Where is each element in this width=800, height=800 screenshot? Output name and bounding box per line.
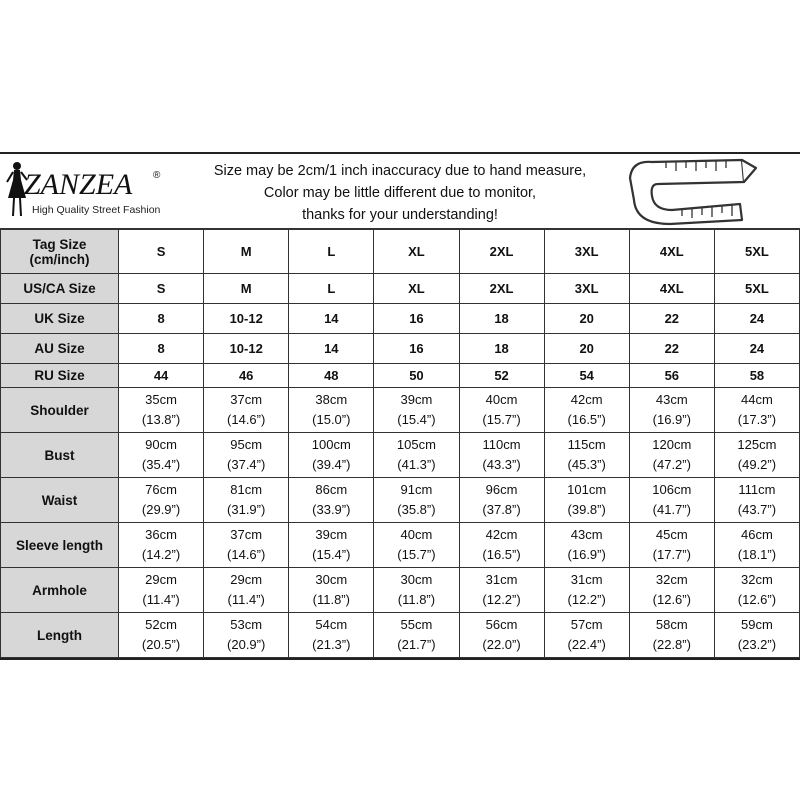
- size-cell: L: [289, 230, 374, 274]
- measurement-cell: [544, 613, 629, 658]
- cm-value: 32cm: [741, 572, 773, 587]
- measurement-row: [1, 568, 800, 613]
- measurement-cell: [714, 613, 799, 658]
- inch-value: (15.7”): [482, 412, 521, 427]
- inch-value: (14.6”): [227, 547, 266, 562]
- row-label: Armhole: [1, 568, 119, 613]
- measurement-cell: [629, 433, 714, 478]
- measurement-row: [1, 433, 800, 478]
- size-cell: 2XL: [459, 230, 544, 274]
- measurement-cell: [374, 388, 459, 433]
- measurement-cell: [544, 568, 629, 613]
- cm-value: 42cm: [485, 527, 518, 542]
- row-label: Sleeve length: [1, 523, 119, 568]
- cm-value: 101cm: [567, 482, 607, 497]
- measurement-cell: [289, 613, 374, 658]
- size-cell: 54: [544, 364, 629, 388]
- inch-value: (47.2”): [652, 457, 691, 472]
- inch-value: (11.4”): [142, 592, 180, 607]
- size-row: [1, 274, 800, 304]
- measurement-cell: [629, 478, 714, 523]
- inch-value: (15.4”): [397, 412, 436, 427]
- inch-value: (12.2”): [567, 592, 606, 607]
- measurement-cell: [714, 523, 799, 568]
- cm-value: 39cm: [400, 392, 433, 407]
- cm-value: 45cm: [655, 527, 688, 542]
- notice-line: thanks for your understanding!: [302, 207, 498, 223]
- size-cell: XL: [374, 274, 459, 304]
- measuring-tape-icon: [622, 154, 772, 226]
- cm-value: 100cm: [311, 437, 351, 452]
- measurement-cell: [204, 433, 289, 478]
- size-cell: 5XL: [714, 230, 799, 274]
- inch-value: (22.4”): [567, 637, 606, 652]
- cm-value: 29cm: [145, 572, 177, 587]
- measurement-row: [1, 478, 800, 523]
- measurement-cell: [714, 388, 799, 433]
- measurement-cell: [714, 478, 799, 523]
- size-cell: 22: [629, 304, 714, 334]
- measurement-cell: [204, 388, 289, 433]
- inch-value: (43.7”): [737, 502, 777, 517]
- size-cell: 24: [714, 304, 799, 334]
- cm-value: 29cm: [230, 572, 263, 587]
- cm-value: 54cm: [315, 617, 348, 632]
- cm-value: 43cm: [570, 527, 603, 542]
- inch-value: (39.8”): [567, 502, 606, 517]
- size-cell: 22: [629, 334, 714, 364]
- cm-value: 31cm: [570, 572, 603, 587]
- row-label: RU Size: [1, 364, 119, 388]
- inch-value: (16.5”): [567, 412, 606, 427]
- measurement-cell: [544, 433, 629, 478]
- size-cell: 20: [544, 334, 629, 364]
- cm-value: 105cm: [396, 437, 436, 452]
- cm-value: 90cm: [145, 437, 177, 452]
- bottom-rule: [0, 658, 800, 660]
- inch-value: (12.6”): [737, 592, 777, 607]
- measurement-row: [1, 523, 800, 568]
- measurement-cell: [374, 478, 459, 523]
- size-cell: 3XL: [544, 230, 629, 274]
- inch-value: (11.8”): [397, 592, 436, 607]
- inch-value: (14.6”): [227, 412, 266, 427]
- cm-value: 111cm: [738, 482, 776, 497]
- chart-header: [0, 152, 800, 229]
- cm-value: 32cm: [655, 572, 688, 587]
- inch-value: (23.2”): [737, 637, 777, 652]
- measurement-cell: [459, 613, 544, 658]
- measurement-cell: [629, 523, 714, 568]
- inch-value: (18.1”): [737, 547, 777, 562]
- inch-value: (20.9”): [227, 637, 266, 652]
- size-cell: 5XL: [714, 274, 799, 304]
- measurement-notice: [190, 160, 610, 226]
- size-cell: 14: [289, 334, 374, 364]
- cm-value: 46cm: [741, 527, 773, 542]
- size-cell: 2XL: [459, 274, 544, 304]
- inch-value: (22.8”): [652, 637, 691, 652]
- cm-value: 38cm: [315, 392, 348, 407]
- cm-value: 106cm: [652, 482, 692, 497]
- size-cell: 14: [289, 304, 374, 334]
- inch-value: (41.3”): [397, 457, 436, 472]
- row-label: Length: [1, 613, 119, 658]
- size-cell: 24: [714, 334, 799, 364]
- measurement-cell: [459, 523, 544, 568]
- size-row: [1, 304, 800, 334]
- inch-value: (15.7”): [397, 547, 436, 562]
- cm-value: 40cm: [485, 392, 518, 407]
- size-cell: L: [289, 274, 374, 304]
- notice-line: Color may be little different due to monitor,: [263, 185, 537, 201]
- measurement-cell: [119, 388, 204, 433]
- size-cell: 46: [204, 364, 289, 388]
- row-label: Bust: [1, 433, 119, 478]
- cm-value: 91cm: [400, 482, 433, 497]
- inch-value: (14.2”): [141, 547, 181, 562]
- inch-value: (13.8”): [141, 412, 181, 427]
- inch-value: (11.4”): [227, 592, 265, 607]
- size-cell: 3XL: [544, 274, 629, 304]
- measurement-cell: [629, 388, 714, 433]
- size-chart: [0, 152, 800, 660]
- measurement-cell: [289, 478, 374, 523]
- cm-value: 39cm: [315, 527, 348, 542]
- inch-value: (22.0”): [482, 637, 521, 652]
- measurement-cell: [629, 568, 714, 613]
- cm-value: 35cm: [145, 392, 177, 407]
- size-cell: 18: [459, 304, 544, 334]
- cm-value: 76cm: [145, 482, 177, 497]
- measurement-cell: [374, 523, 459, 568]
- row-label: Waist: [1, 478, 119, 523]
- cm-value: 37cm: [230, 527, 263, 542]
- measurement-cell: [374, 613, 459, 658]
- measurement-cell: [119, 523, 204, 568]
- size-cell: 8: [119, 334, 204, 364]
- cm-value: 44cm: [741, 392, 773, 407]
- measurement-cell: [204, 478, 289, 523]
- inch-value: (15.4”): [312, 547, 351, 562]
- inch-value: (43.3”): [482, 457, 521, 472]
- notice-line: Size may be 2cm/1 inch inaccuracy due to hand measure,: [213, 163, 587, 179]
- cm-value: 43cm: [655, 392, 688, 407]
- cm-value: 55cm: [400, 617, 433, 632]
- measurement-row: [1, 613, 800, 658]
- inch-value: (21.7”): [397, 637, 436, 652]
- inch-value: (39.4”): [312, 457, 351, 472]
- measurement-cell: [544, 388, 629, 433]
- inch-value: (41.7”): [652, 502, 691, 517]
- inch-value: (33.9”): [312, 502, 351, 517]
- inch-value: (49.2”): [737, 457, 777, 472]
- row-label: AU Size: [1, 334, 119, 364]
- measurement-cell: [544, 523, 629, 568]
- measurement-cell: [459, 388, 544, 433]
- size-cell: 18: [459, 334, 544, 364]
- size-cell: XL: [374, 230, 459, 274]
- size-cell: 16: [374, 304, 459, 334]
- cm-value: 86cm: [315, 482, 348, 497]
- inch-value: (35.4”): [141, 457, 181, 472]
- measurement-cell: [629, 613, 714, 658]
- inch-value: (16.5”): [482, 547, 521, 562]
- measurement-cell: [204, 523, 289, 568]
- measurement-cell: [119, 613, 204, 658]
- size-cell: 4XL: [629, 230, 714, 274]
- size-cell: 8: [119, 304, 204, 334]
- cm-value: 125cm: [737, 437, 777, 452]
- measurement-cell: [374, 433, 459, 478]
- measurement-cell: [459, 568, 544, 613]
- cm-value: 40cm: [400, 527, 433, 542]
- cm-value: 96cm: [485, 482, 518, 497]
- inch-value: (17.3”): [737, 412, 777, 427]
- measurement-cell: [204, 613, 289, 658]
- row-label: Shoulder: [1, 388, 119, 433]
- measurement-cell: [119, 478, 204, 523]
- inch-value: (35.8”): [397, 502, 436, 517]
- size-cell: 16: [374, 334, 459, 364]
- size-table: [0, 229, 800, 658]
- inch-value: (15.0”): [312, 412, 351, 427]
- brand-logo: [4, 158, 174, 222]
- size-row: [1, 334, 800, 364]
- inch-value: (37.4”): [227, 457, 266, 472]
- measurement-cell: [289, 523, 374, 568]
- measurement-cell: [289, 568, 374, 613]
- size-cell: 56: [629, 364, 714, 388]
- measurement-cell: [374, 568, 459, 613]
- size-cell: 10-12: [204, 334, 289, 364]
- inch-value: (37.8”): [482, 502, 521, 517]
- cm-value: 95cm: [230, 437, 263, 452]
- inch-value: (21.3”): [312, 637, 351, 652]
- measurement-cell: [714, 433, 799, 478]
- cm-value: 58cm: [655, 617, 688, 632]
- inch-value: (12.6”): [652, 592, 691, 607]
- size-cell: 10-12: [204, 304, 289, 334]
- size-cell: 52: [459, 364, 544, 388]
- measurement-cell: [459, 433, 544, 478]
- measurement-cell: [119, 568, 204, 613]
- cm-value: 110cm: [482, 437, 521, 452]
- cm-value: 56cm: [485, 617, 518, 632]
- cm-value: 52cm: [145, 617, 177, 632]
- size-cell: M: [204, 274, 289, 304]
- measurement-cell: [289, 388, 374, 433]
- size-row: [1, 230, 800, 274]
- size-cell: 50: [374, 364, 459, 388]
- inch-value: (31.9”): [227, 502, 266, 517]
- row-label: US/CA Size: [1, 274, 119, 304]
- cm-value: 30cm: [400, 572, 433, 587]
- cm-value: 42cm: [570, 392, 603, 407]
- row-label: Tag Size (cm/inch): [1, 230, 119, 274]
- cm-value: 37cm: [230, 392, 263, 407]
- cm-value: 53cm: [230, 617, 263, 632]
- size-cell: 48: [289, 364, 374, 388]
- measurement-cell: [544, 478, 629, 523]
- measurement-cell: [204, 568, 289, 613]
- brand-name: ZANZEA: [24, 168, 133, 201]
- inch-value: (11.8”): [312, 592, 350, 607]
- cm-value: 120cm: [652, 437, 692, 452]
- size-row: [1, 364, 800, 388]
- registered-mark: ®: [153, 170, 161, 181]
- inch-value: (17.7”): [652, 547, 691, 562]
- row-label: UK Size: [1, 304, 119, 334]
- size-cell: 44: [119, 364, 204, 388]
- inch-value: (45.3”): [567, 457, 606, 472]
- inch-value: (16.9”): [652, 412, 691, 427]
- inch-value: (20.5”): [141, 637, 181, 652]
- cm-value: 31cm: [485, 572, 518, 587]
- size-cell: S: [119, 274, 204, 304]
- measurement-cell: [289, 433, 374, 478]
- measurement-row: [1, 388, 800, 433]
- cm-value: 115cm: [567, 437, 606, 452]
- cm-value: 36cm: [145, 527, 177, 542]
- size-cell: 58: [714, 364, 799, 388]
- cm-value: 57cm: [570, 617, 603, 632]
- size-cell: 20: [544, 304, 629, 334]
- measurement-cell: [459, 478, 544, 523]
- inch-value: (16.9”): [567, 547, 606, 562]
- cm-value: 81cm: [230, 482, 263, 497]
- cm-value: 59cm: [741, 617, 773, 632]
- measurement-cell: [119, 433, 204, 478]
- brand-tagline: High Quality Street Fashion: [32, 204, 161, 216]
- size-cell: 4XL: [629, 274, 714, 304]
- inch-value: (29.9”): [141, 502, 181, 517]
- size-cell: S: [119, 230, 204, 274]
- inch-value: (12.2”): [482, 592, 521, 607]
- size-cell: M: [204, 230, 289, 274]
- measurement-cell: [714, 568, 799, 613]
- cm-value: 30cm: [315, 572, 348, 587]
